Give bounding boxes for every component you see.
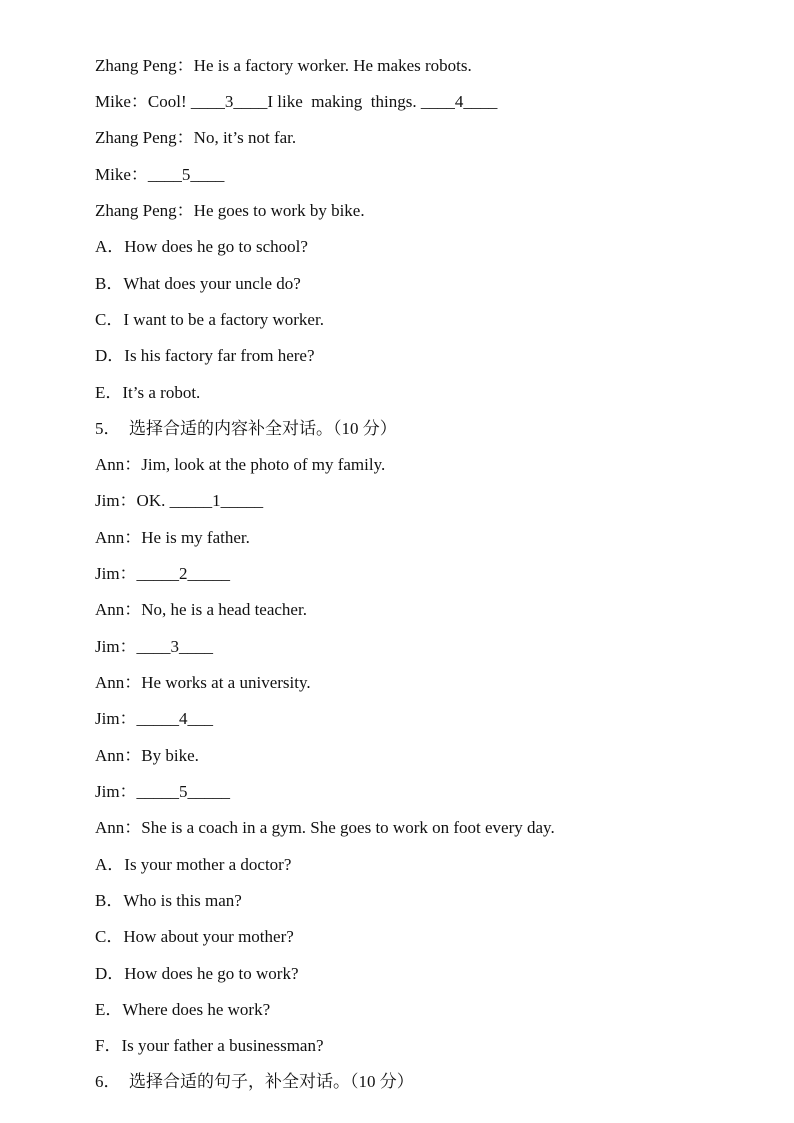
dialogue-line: Mike：____5____: [95, 165, 225, 184]
option-line: B．Who is this man?: [95, 891, 242, 910]
dialogue-line: Ann：He is my father.: [95, 528, 250, 547]
option-line: A．How does he go to school?: [95, 237, 308, 256]
dialogue-line: Jim：_____5_____: [95, 782, 231, 801]
option-line: D．How does he go to work?: [95, 964, 299, 983]
option-line: F．Is your father a businessman?: [95, 1036, 324, 1055]
dialogue-line: Zhang Peng：No, it’s not far.: [95, 128, 297, 147]
option-line: E．It’s a robot.: [95, 383, 201, 402]
dialogue-line: Jim：____3____: [95, 637, 214, 656]
dialogue-line: Ann：He works at a university.: [95, 673, 311, 692]
option-line: C．How about your mother?: [95, 927, 294, 946]
question-heading: 6． 选择合适的句子，补全对话。（10 分）: [95, 1072, 414, 1091]
dialogue-line: Ann：No, he is a head teacher.: [95, 600, 307, 619]
dialogue-line: Ann：By bike.: [95, 746, 199, 765]
question-heading: 5． 选择合适的内容补全对话。（10 分）: [95, 419, 397, 438]
dialogue-line: Mike：Cool! ____3____I like making things. ____4____: [95, 92, 498, 111]
option-line: A．Is your mother a doctor?: [95, 855, 292, 874]
dialogue-line: Jim：_____4___: [95, 709, 214, 728]
dialogue-line: Ann：Jim, look at the photo of my family.: [95, 455, 386, 474]
option-line: C．I want to be a factory worker.: [95, 310, 324, 329]
option-line: E．Where does he work?: [95, 1000, 271, 1019]
dialogue-line: Jim：OK. _____1_____: [95, 491, 264, 510]
option-line: B．What does your uncle do?: [95, 274, 301, 293]
dialogue-line: Zhang Peng：He goes to work by bike.: [95, 201, 365, 220]
dialogue-line: Jim：_____2_____: [95, 564, 231, 583]
dialogue-line: Ann：She is a coach in a gym. She goes to work on foot every day.: [95, 818, 555, 837]
dialogue-line: Zhang Peng：He is a factory worker. He makes robots.: [95, 56, 472, 75]
option-line: D．Is his factory far from here?: [95, 346, 315, 365]
